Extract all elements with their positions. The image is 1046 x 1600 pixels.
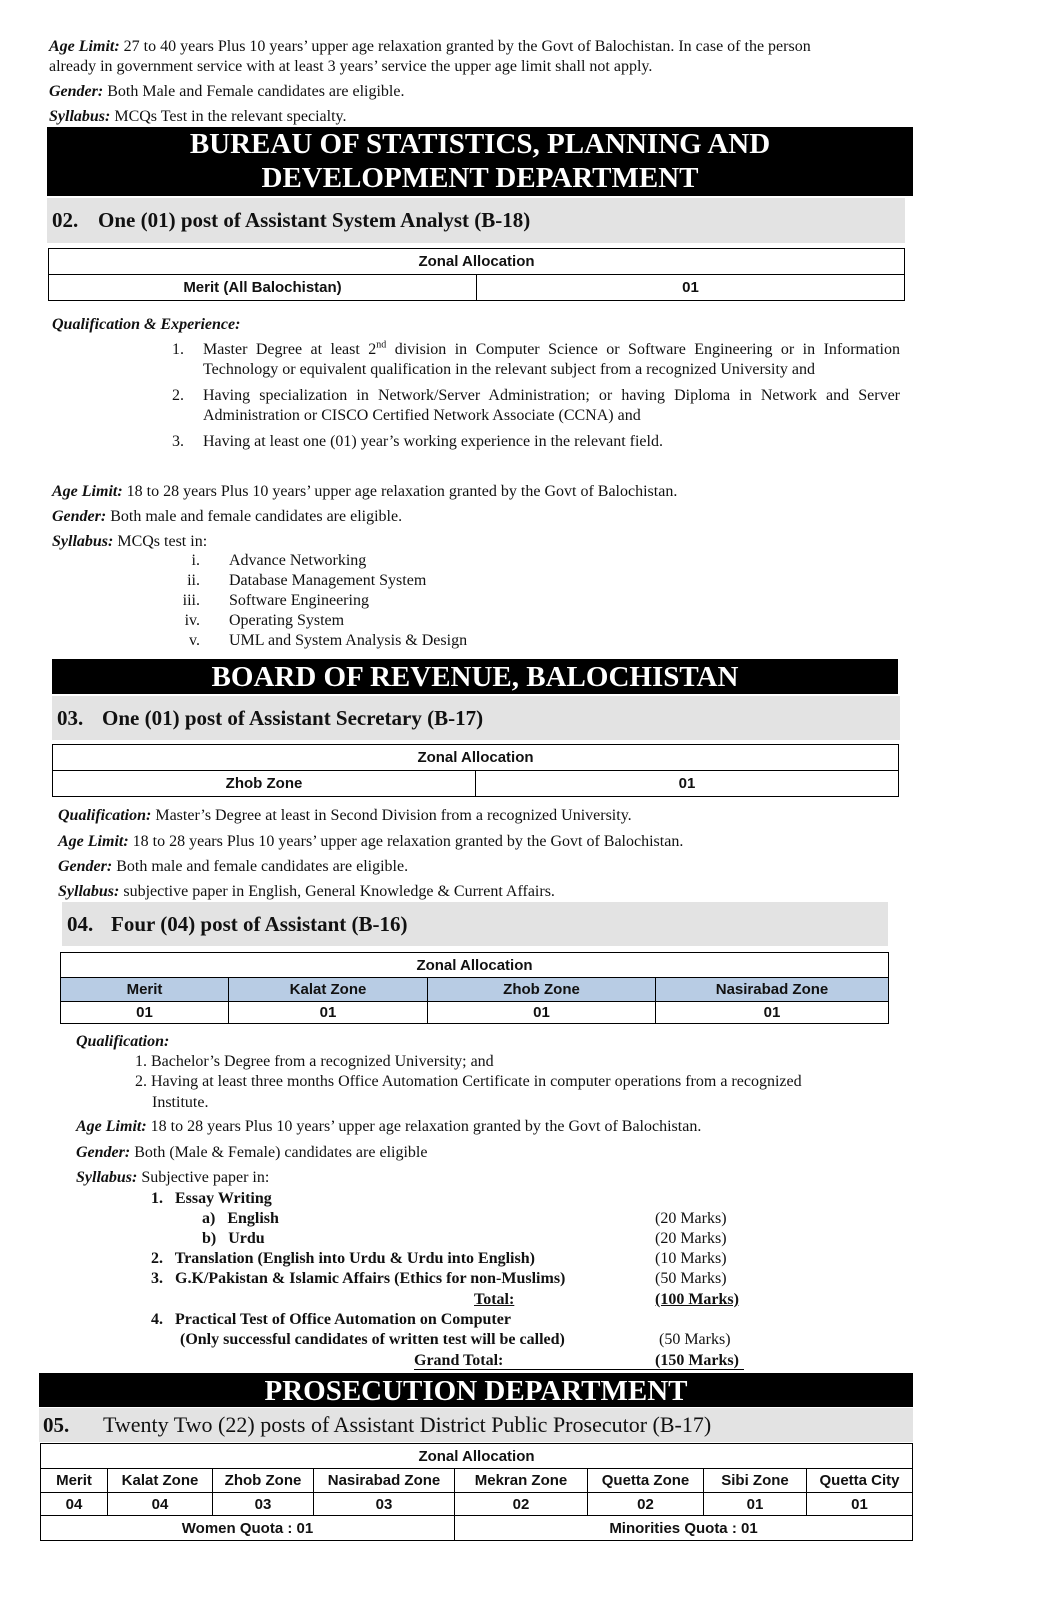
zone-name: Mekran Zone — [455, 1469, 588, 1493]
list-item: 2. Having at least three months Office Automation Certificate in computer operations from a recognized — [135, 1073, 802, 1090]
bureau-qual-label: Qualification & Experience: — [52, 316, 241, 333]
bureau-gender: Gender: Both male and female candidates are eligible. — [52, 508, 403, 525]
list-item: 2. Having specialization in Network/Server Administration; or having Diploma in Network and Server Administration or CISCO Certified Network Associate (CCNA) and — [172, 387, 900, 424]
zone-value: 01 — [656, 1002, 889, 1024]
revenue-qual: Qualification: Master’s Degree at least in Second Division from a recognized University. — [58, 807, 632, 824]
list-item: i. Advance Networking — [191, 552, 367, 569]
top-syllabus: Syllabus: MCQs Test in the relevant specialty. — [49, 108, 347, 125]
bureau-post-title: 02. One (01) post of Assistant System Analyst (B-18) — [47, 198, 905, 243]
prosecution-banner: PROSECUTION DEPARTMENT — [39, 1373, 913, 1407]
top-gender: Gender: Both Male and Female candidates are eligible. — [49, 83, 405, 100]
marks: (50 Marks) — [659, 1331, 731, 1348]
bureau-syllabus-list — [170, 552, 570, 652]
syllabus-translation: 2. Translation (English into Urdu & Urdu into English) — [151, 1250, 535, 1267]
revenue-age: Age Limit: 18 to 28 years Plus 10 years’ upper age relaxation granted by the Govt of Balochistan. — [58, 833, 684, 850]
revenue-zonal-table-4 — [60, 952, 889, 1024]
revenue-zonal-table-3 — [52, 744, 899, 797]
zone-name: Nasirabad Zone — [656, 978, 889, 1002]
revenue-post4-title: 04. Four (04) post of Assistant (B-16) — [62, 902, 888, 946]
zonal-header: Zonal Allocation — [41, 1444, 913, 1469]
zone-name: Kalat Zone — [229, 978, 428, 1002]
zone-name: Quetta Zone — [588, 1469, 704, 1493]
list-item: 1. Bachelor’s Degree from a recognized University; and — [135, 1053, 494, 1070]
zone-value: 02 — [455, 1493, 588, 1516]
zone-value: 01 — [704, 1493, 807, 1516]
zone-value: 01 — [477, 275, 905, 301]
bureau-banner-line1: BUREAU OF STATISTICS, PLANNING AND — [189, 128, 771, 160]
list-item: iii. Software Engineering — [182, 592, 369, 609]
syllabus-essay: 1. Essay Writing — [151, 1190, 272, 1207]
revenue-qual4-label: Qualification: — [76, 1033, 170, 1050]
zone-value: 04 — [108, 1493, 213, 1516]
revenue-banner: BOARD OF REVENUE, BALOCHISTAN — [52, 659, 898, 694]
top-age-line1: Age Limit: 27 to 40 years Plus 10 years’ upper age relaxation granted by the Govt of Balochistan. In case of the person — [49, 38, 811, 55]
list-item: 1. Master Degree at least 2nd division in Computer Science or Software Engineering or in Information Technology or equivalent qualification in the relevant subject from a recognized University and — [172, 339, 900, 378]
syllabus-english: a) English — [202, 1210, 279, 1227]
zone-value: 01 — [476, 771, 899, 797]
prosecution-post-title: 05. Twenty Two (22) posts of Assistant District Public Prosecutor (B-17) — [39, 1408, 913, 1442]
zone-value: 01 — [229, 1002, 428, 1024]
zone-value: 01 — [807, 1493, 913, 1516]
marks: (20 Marks) — [655, 1210, 727, 1227]
grand-total-rule — [414, 1351, 744, 1370]
zone-name: Merit — [61, 978, 229, 1002]
zone-name: Sibi Zone — [704, 1469, 807, 1493]
women-quota: Women Quota : 01 — [41, 1516, 455, 1541]
zonal-header: Zonal Allocation — [61, 953, 889, 978]
revenue-post3-title: 03. One (01) post of Assistant Secretary (B-17) — [52, 696, 900, 740]
zone-name: Nasirabad Zone — [314, 1469, 455, 1493]
zone-name: Merit (All Balochistan) — [49, 275, 477, 301]
zone-name: Zhob Zone — [213, 1469, 314, 1493]
zone-value: 03 — [314, 1493, 455, 1516]
bureau-qual-list — [172, 340, 900, 452]
minorities-quota: Minorities Quota : 01 — [455, 1516, 913, 1541]
grand-total-label: Grand Total: — [414, 1352, 504, 1369]
list-item: v. UML and System Analysis & Design — [189, 632, 468, 649]
list-item: ii. Database Management System — [187, 572, 427, 589]
syllabus-practical: 4. Practical Test of Office Automation on Computer — [151, 1311, 511, 1328]
list-item: Institute. — [152, 1094, 209, 1111]
revenue-gender: Gender: Both male and female candidates are eligible. — [58, 858, 409, 875]
bureau-banner — [47, 127, 913, 196]
grand-total-marks: (150 Marks) — [655, 1352, 739, 1369]
list-item: 3. Having at least one (01) year’s working experience in the relevant field. — [172, 433, 663, 450]
bureau-zonal-table — [48, 248, 905, 301]
list-item: iv. Operating System — [184, 612, 345, 629]
revenue-gender4: Gender: Both (Male & Female) candidates are eligible — [76, 1144, 428, 1161]
zone-value: 01 — [428, 1002, 656, 1024]
bureau-banner-line2: DEVELOPMENT DEPARTMENT — [261, 162, 699, 194]
marks: (10 Marks) — [655, 1250, 727, 1267]
top-age-line2: already in government service with at least 3 years’ service the upper age limit shall not apply. — [49, 58, 653, 75]
prosecution-zonal-table — [40, 1443, 913, 1541]
zone-name: Kalat Zone — [108, 1469, 213, 1493]
bureau-age: Age Limit: 18 to 28 years Plus 10 years’ upper age relaxation granted by the Govt of Balochistan. — [52, 483, 678, 500]
syllabus-gk: 3. G.K/Pakistan & Islamic Affairs (Ethics for non-Muslims) — [151, 1270, 566, 1287]
syllabus-practical-note: (Only successful candidates of written test will be called) — [180, 1331, 565, 1348]
zonal-header: Zonal Allocation — [49, 249, 905, 275]
bureau-syllabus: Syllabus: MCQs test in: — [52, 533, 208, 550]
zone-value: 01 — [61, 1002, 229, 1024]
revenue-age4: Age Limit: 18 to 28 years Plus 10 years’ upper age relaxation granted by the Govt of Balochistan. — [76, 1118, 702, 1135]
syllabus-urdu: b) Urdu — [202, 1230, 265, 1247]
zone-name: Zhob Zone — [428, 978, 656, 1002]
revenue-syllabus4: Syllabus: Subjective paper in: — [76, 1169, 270, 1186]
marks: (50 Marks) — [655, 1270, 727, 1287]
zone-name: Zhob Zone — [53, 771, 476, 797]
zone-value: 02 — [588, 1493, 704, 1516]
revenue-syllabus: Syllabus: subjective paper in English, General Knowledge & Current Affairs. — [58, 883, 555, 900]
marks: (20 Marks) — [655, 1230, 727, 1247]
zonal-header: Zonal Allocation — [53, 745, 899, 771]
zone-name: Quetta City — [807, 1469, 913, 1493]
zone-value: 04 — [41, 1493, 108, 1516]
total-marks: (100 Marks) — [655, 1291, 739, 1308]
zone-name: Merit — [41, 1469, 108, 1493]
total-label: Total: — [474, 1291, 515, 1308]
zone-value: 03 — [213, 1493, 314, 1516]
